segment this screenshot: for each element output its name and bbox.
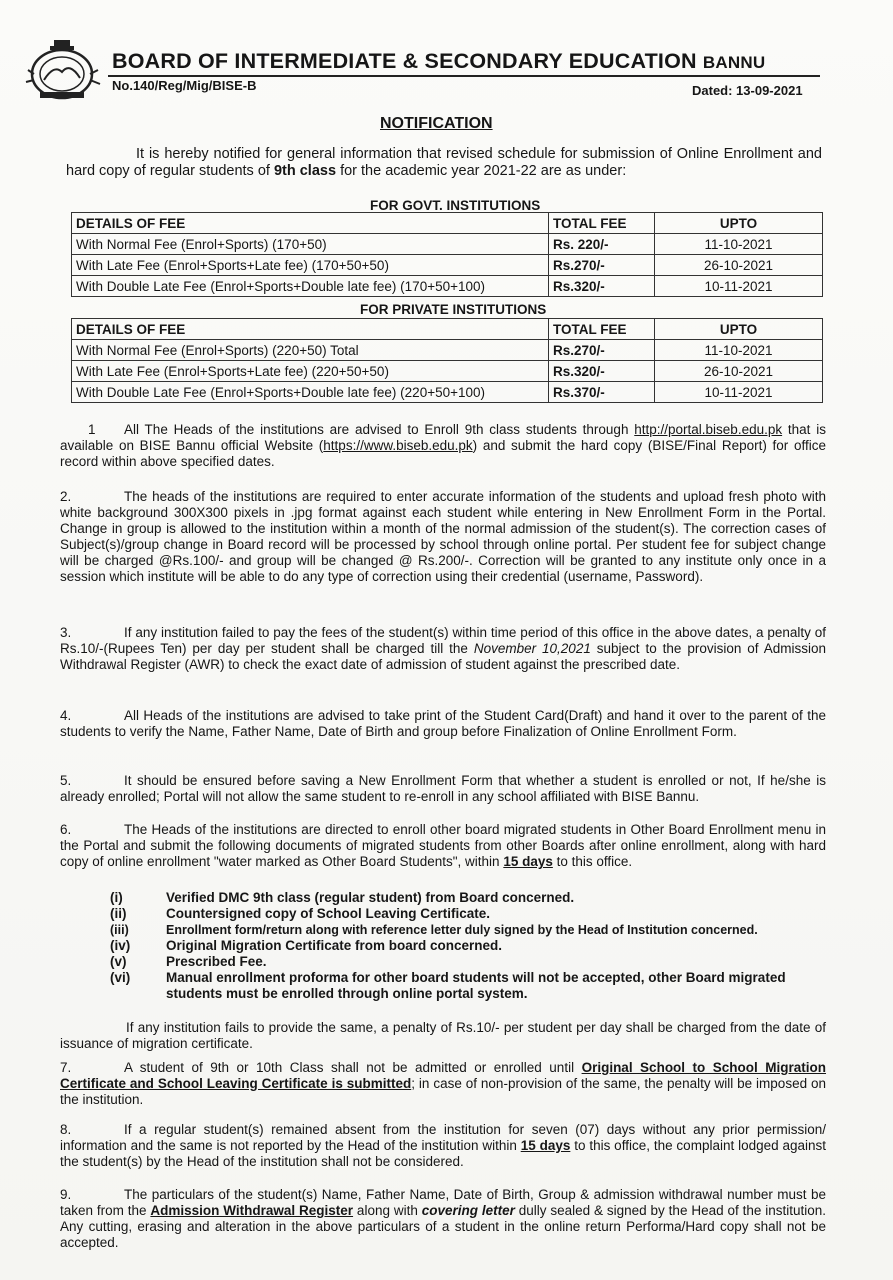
list-item: (iii) Enrollment form/return along with reference letter duly signed by the Head of Institution concerned. — [110, 923, 758, 937]
fee-detail: With Late Fee (Enrol+Sports+Late fee) (170+50+50) — [72, 255, 549, 276]
intro-paragraph: It is hereby notified for general information that revised schedule for submission of Online Enrollment and hard copy of regular students of 9th class for the academic year 2021-22 are as under: — [66, 146, 822, 179]
paragraph-8: 8. If a regular student(s) remained absent from the institution for seven (07) days without any prior permission/ information and the same is not reported by the Head of the institution within 15 days to this office, the complaint lodged against the student(s) by the Head of the institution shall not be considered. — [60, 1122, 826, 1169]
header-divider — [108, 75, 820, 77]
header-upto: UPTO — [655, 213, 823, 234]
govt-section-title: FOR GOVT. INSTITUTIONS — [370, 198, 541, 213]
fee-deadline: 11-10-2021 — [655, 340, 823, 361]
paragraph-2: 2. The heads of the institutions are required to enter accurate information of the students and upload fresh photo with white background 300X300 pixels in .jpg format against each student while entering in New Enrollment Form in the Portal. Change in group is allowed to the institution within a month of the normal admission of the student(s). The correction cases of Subject(s)/group change in Board record will be processed by school through online portal. Per student fee for subject change will be charged @Rs.100/- and group will be changed @ Rs.200/-. Correction will be granted to any institute only once in a session which institute will be able to do any type of correction using their credential (username, Password). — [60, 489, 826, 584]
fee-amount: Rs.370/- — [549, 382, 655, 403]
list-item: (v) Prescribed Fee. — [110, 954, 267, 969]
header-details-of-fee: DETAILS OF FEE — [72, 213, 549, 234]
table-row — [72, 255, 823, 276]
fee-deadline: 11-10-2021 — [655, 234, 823, 255]
table-row — [72, 340, 823, 361]
fee-detail: With Double Late Fee (Enrol+Sports+Double late fee) (170+50+100) — [72, 276, 549, 297]
govt-fee-table — [71, 212, 823, 297]
list-item: (iv) Original Migration Certificate from board concerned. — [110, 938, 503, 953]
list-item: (vi) Manual enrollment proforma for other board students will not be accepted, other Board migrated students must be enrolled through online portal system. — [110, 970, 786, 1001]
fee-detail: With Double Late Fee (Enrol+Sports+Double late fee) (220+50+100) — [72, 382, 549, 403]
table-row — [72, 361, 823, 382]
header-details-of-fee: DETAILS OF FEE — [72, 319, 549, 340]
header-total-fee: TOTAL FEE — [549, 319, 655, 340]
fee-amount: Rs.270/- — [549, 255, 655, 276]
header-upto: UPTO — [655, 319, 823, 340]
private-fee-table — [71, 318, 823, 403]
table-row — [72, 234, 823, 255]
notification-date: Dated: 13-09-2021 — [692, 83, 803, 98]
required-documents-list — [110, 890, 822, 1002]
reference-number: No.140/Reg/Mig/BISE-B — [112, 78, 257, 93]
list-item: (ii) Countersigned copy of School Leaving Certificate. — [110, 906, 491, 921]
fee-deadline: 10-11-2021 — [655, 382, 823, 403]
portal-link[interactable]: http://portal.biseb.edu.pk — [634, 422, 783, 437]
fee-deadline: 10-11-2021 — [655, 276, 823, 297]
notification-heading: NOTIFICATION — [380, 115, 493, 132]
paragraph-9: 9. The particulars of the student(s) Name, Father Name, Date of Birth, Group & admission withdrawal number must be taken from the Admission Withdrawal Register along with covering letter dully sealed & signed by the Head of the institution. Any cutting, erasing and alteration in the above particulars of a student in the online return Performa/Hard copy shall not be accepted. — [60, 1187, 827, 1250]
fee-deadline: 26-10-2021 — [655, 255, 823, 276]
table-row — [72, 382, 823, 403]
fee-amount: Rs.320/- — [549, 276, 655, 297]
fee-detail: With Normal Fee (Enrol+Sports) (170+50) — [72, 234, 549, 255]
fee-detail: With Normal Fee (Enrol+Sports) (220+50) Total — [72, 340, 549, 361]
fee-amount: Rs.320/- — [549, 361, 655, 382]
list-item: (i) Verified DMC 9th class (regular student) from Board concerned. — [110, 890, 575, 905]
fee-amount: Rs.270/- — [549, 340, 655, 361]
fee-detail: With Late Fee (Enrol+Sports+Late fee) (220+50+50) — [72, 361, 549, 382]
fee-deadline: 26-10-2021 — [655, 361, 823, 382]
website-link[interactable]: https://www.biseb.edu.pk — [323, 438, 473, 453]
table-row — [72, 276, 823, 297]
board-title: BOARD OF INTERMEDIATE & SECONDARY EDUCATION BANNU — [112, 49, 766, 73]
paragraph-3: 3. If any institution failed to pay the fees of the student(s) within time period of this office in the above dates, a penalty of Rs.10/-(Rupees Ten) per day per student shall be charged till the November 10,2021 subject to the provision of Admission Withdrawal Register (AWR) to check the exact date of admission of student against the prescribed date. — [60, 625, 826, 672]
paragraph-6: 6. The Heads of the institutions are directed to enroll other board migrated students in Other Board Enrollment menu in the Portal and submit the following documents of migrated students from other Boards after online enrollment, along with hard copy of online enrollment "water marked as Other Board Students", within 15 days to this office. — [60, 822, 826, 869]
paragraph-1: 1 All The Heads of the institutions are advised to Enroll 9th class students through http://portal.biseb.edu.pk that is available on BISE Bannu official Website (https://www.biseb.edu.pk) and submit the hard copy (BISE/Final Report) for office record within above specified dates. — [60, 422, 827, 469]
paragraph-6-penalty: If any institution fails to provide the same, a penalty of Rs.10/- per student per day shall be charged from the date of issuance of migration certificate. — [60, 1020, 826, 1051]
paragraph-5: 5. It should be ensured before saving a New Enrollment Form that whether a student is enrolled or not, If he/she is already enrolled; Portal will not allow the same student to re-enroll in any school affiliated with BISE Bannu. — [60, 773, 826, 804]
header-total-fee: TOTAL FEE — [549, 213, 655, 234]
table-header-row — [72, 319, 823, 340]
paragraph-4: 4. All Heads of the institutions are advised to take print of the Student Card(Draft) and hand it over to the parent of the students to verify the Name, Father Name, Date of Birth and group before Finalization of Online Enrollment Form. — [60, 708, 826, 739]
paragraph-7: 7. A student of 9th or 10th Class shall not be admitted or enrolled until Original School to School Migration Certificate and School Leaving Certificate is submitted; in case of non-provision of the same, the penalty will be imposed on the institution. — [60, 1060, 827, 1107]
table-header-row — [72, 213, 823, 234]
private-section-title: FOR PRIVATE INSTITUTIONS — [360, 302, 547, 317]
board-seal-logo — [24, 34, 106, 104]
fee-amount: Rs. 220/- — [549, 234, 655, 255]
